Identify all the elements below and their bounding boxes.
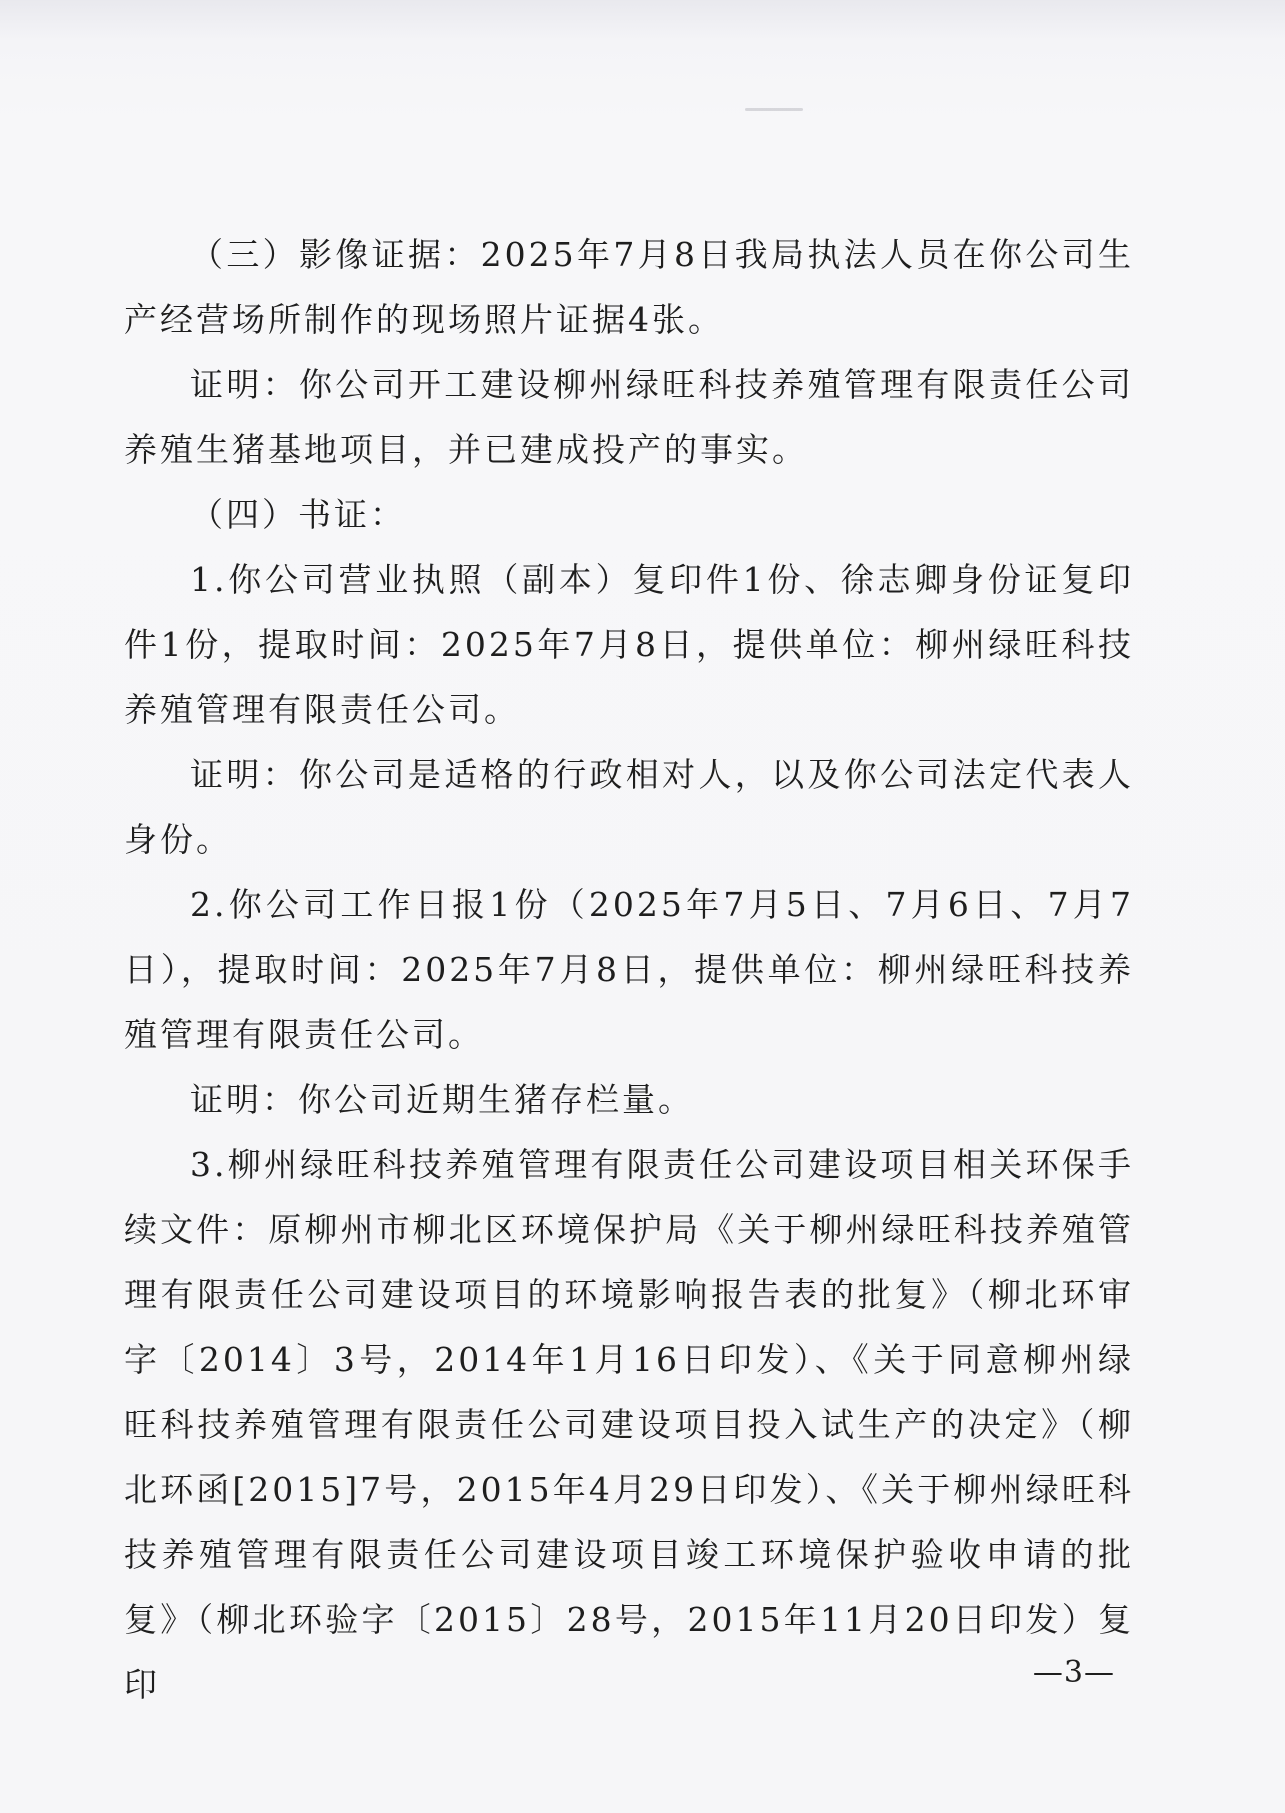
paragraph-proof-1: 证明：你公司开工建设柳州绿旺科技养殖管理有限责任公司养殖生猪基地项目，并已建成投产的事实。 xyxy=(124,365,1134,469)
page-number: —3— xyxy=(1032,1655,1115,1690)
scan-mark xyxy=(745,108,803,111)
paragraph-image-evidence: （三）影像证据：2025年7月8日我局执法人员在你公司生产经营场所制作的现场照片证据4张。 xyxy=(124,235,1134,339)
paragraph-proof-3: 证明：你公司近期生猪存栏量。 xyxy=(190,1080,694,1119)
paragraph-item-2: 2.你公司工作日报1份（2025年7月5日、7月6日、7月7日），提取时间：2025年7月8日，提供单位：柳州绿旺科技养殖管理有限责任公司。 xyxy=(124,885,1134,1054)
paragraph-item-3: 3.柳州绿旺科技养殖管理有限责任公司建设项目相关环保手续文件：原柳州市柳北区环境保护局《关于柳州绿旺科技养殖管理有限责任公司建设项目的环境影响报告表的批复》（柳北环审字〔2014〕3号，2014年1月16日印发）、《关于同意柳州绿旺科技养殖管理有限责任公司建设项目投入试生产的决定》（柳北环函[2015]7号，2015年4月29日印发）、《关于柳州绿旺科技养殖管理有限责任公司建设项目竣工环境保护验收申请的批复》（柳北环验字〔2015〕28号，2015年11月20日印发）复印 xyxy=(124,1145,1134,1704)
paragraph-item-1: 1.你公司营业执照（副本）复印件1份、徐志卿身份证复印件1份，提取时间：2025年7月8日，提供单位：柳州绿旺科技养殖管理有限责任公司。 xyxy=(124,560,1134,729)
document-body xyxy=(124,222,1134,1717)
paragraph-proof-2: 证明：你公司是适格的行政相对人，以及你公司法定代表人身份。 xyxy=(124,755,1134,859)
paragraph-documentary-heading: （四）书证： xyxy=(190,495,406,534)
